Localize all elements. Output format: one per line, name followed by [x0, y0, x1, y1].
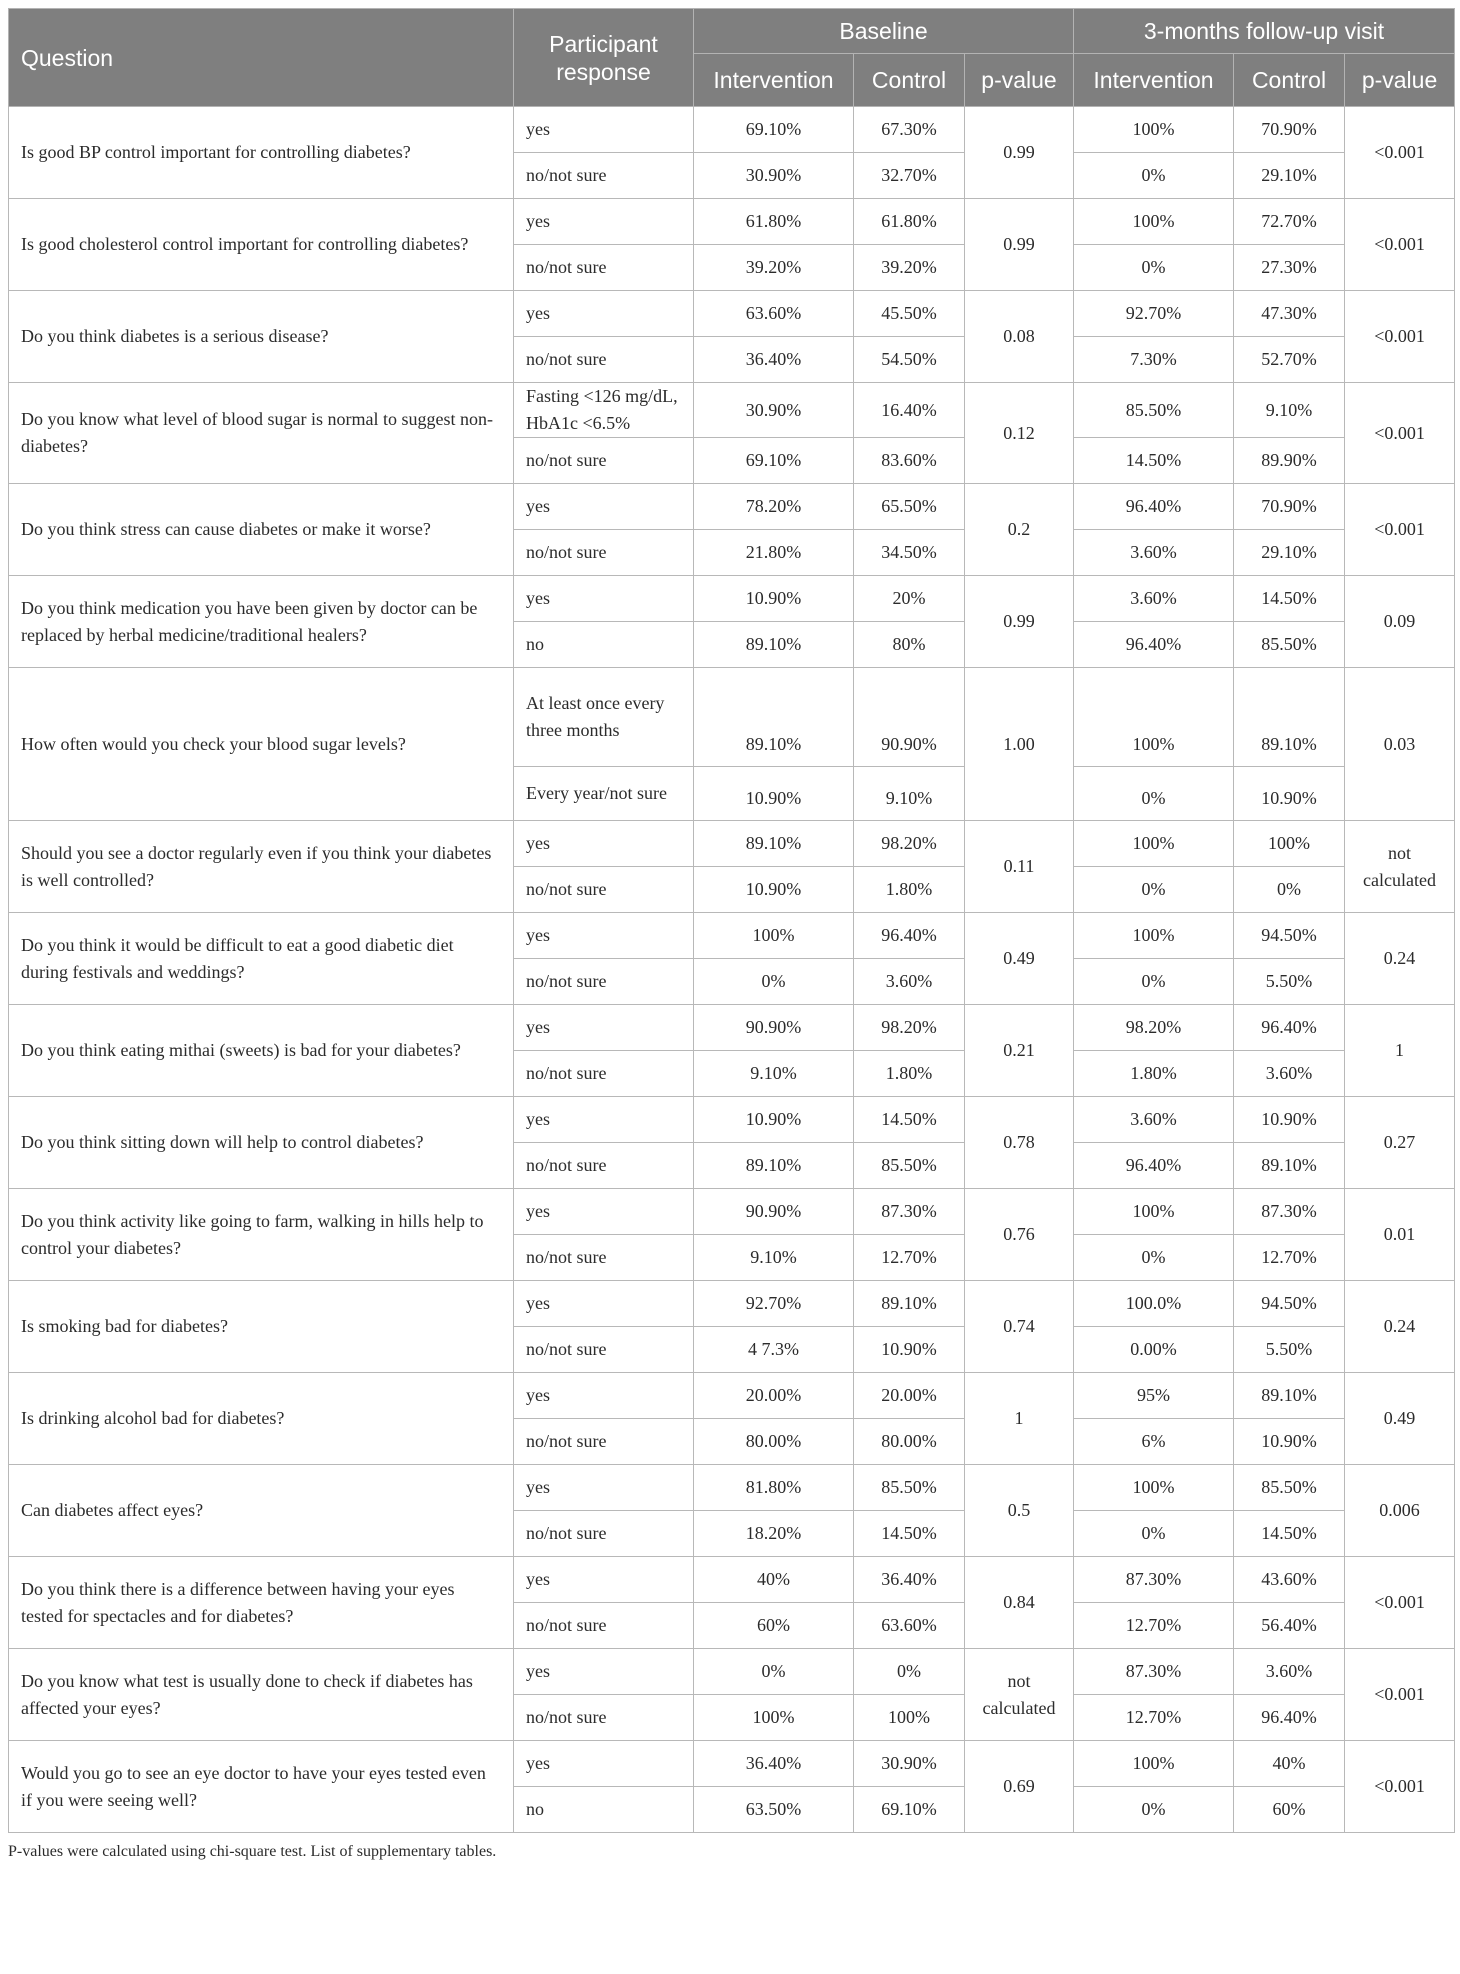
baseline-control-cell: 83.60% [854, 438, 965, 484]
followup-pvalue-cell: 0.006 [1345, 1465, 1455, 1557]
baseline-intervention-cell: 80.00% [694, 1419, 854, 1465]
response-cell: no [514, 622, 694, 668]
question-cell: Do you think eating mithai (sweets) is bad for your diabetes? [9, 1005, 514, 1097]
table-row [9, 383, 1455, 438]
followup-intervention-cell: 100% [1074, 1741, 1234, 1787]
followup-control-cell: 47.30% [1234, 291, 1345, 337]
followup-intervention-cell: 0% [1074, 767, 1234, 821]
baseline-control-cell: 85.50% [854, 1465, 965, 1511]
table-row [9, 107, 1455, 153]
baseline-pvalue-cell: 0.74 [965, 1281, 1074, 1373]
baseline-pvalue-cell: 0.11 [965, 821, 1074, 913]
followup-intervention-cell: 98.20% [1074, 1005, 1234, 1051]
baseline-pvalue-cell: 0.21 [965, 1005, 1074, 1097]
baseline-intervention-cell: 36.40% [694, 1741, 854, 1787]
response-cell: yes [514, 199, 694, 245]
response-cell: no/not sure [514, 1051, 694, 1097]
baseline-control-cell: 10.90% [854, 1327, 965, 1373]
baseline-control-cell: 69.10% [854, 1787, 965, 1833]
question-cell: Do you think there is a difference between having your eyes tested for spectacles and for diabetes? [9, 1557, 514, 1649]
followup-intervention-cell: 92.70% [1074, 291, 1234, 337]
baseline-intervention-cell: 92.70% [694, 1281, 854, 1327]
table-row [9, 913, 1455, 959]
response-cell: no [514, 1787, 694, 1833]
response-cell: no/not sure [514, 1327, 694, 1373]
baseline-intervention-cell: 90.90% [694, 1189, 854, 1235]
response-cell: no/not sure [514, 1143, 694, 1189]
baseline-control-cell: 34.50% [854, 530, 965, 576]
followup-control-cell: 14.50% [1234, 576, 1345, 622]
followup-intervention-cell: 0% [1074, 245, 1234, 291]
followup-control-cell: 3.60% [1234, 1051, 1345, 1097]
question-cell: Do you know what test is usually done to check if diabetes has affected your eyes? [9, 1649, 514, 1741]
question-cell: Do you think stress can cause diabetes or make it worse? [9, 484, 514, 576]
followup-intervention-cell: 87.30% [1074, 1649, 1234, 1695]
header-followup-intervention: Intervention [1074, 54, 1234, 107]
baseline-control-cell: 80% [854, 622, 965, 668]
baseline-intervention-cell: 0% [694, 1649, 854, 1695]
table-row [9, 199, 1455, 245]
followup-pvalue-cell: 0.01 [1345, 1189, 1455, 1281]
followup-intervention-cell: 0.00% [1074, 1327, 1234, 1373]
baseline-pvalue-cell: not calculated [965, 1649, 1074, 1741]
followup-control-cell: 29.10% [1234, 530, 1345, 576]
followup-intervention-cell: 87.30% [1074, 1557, 1234, 1603]
baseline-intervention-cell: 90.90% [694, 1005, 854, 1051]
response-cell: no/not sure [514, 867, 694, 913]
question-cell: Is smoking bad for diabetes? [9, 1281, 514, 1373]
baseline-intervention-cell: 60% [694, 1603, 854, 1649]
baseline-intervention-cell: 100% [694, 1695, 854, 1741]
followup-intervention-cell: 100% [1074, 668, 1234, 767]
followup-control-cell: 94.50% [1234, 913, 1345, 959]
baseline-intervention-cell: 20.00% [694, 1373, 854, 1419]
header-response: Participant response [514, 9, 694, 107]
followup-control-cell: 3.60% [1234, 1649, 1345, 1695]
followup-intervention-cell: 100% [1074, 1189, 1234, 1235]
response-cell: no/not sure [514, 245, 694, 291]
baseline-intervention-cell: 30.90% [694, 383, 854, 438]
baseline-control-cell: 14.50% [854, 1511, 965, 1557]
followup-control-cell: 100% [1234, 821, 1345, 867]
followup-control-cell: 10.90% [1234, 1097, 1345, 1143]
baseline-control-cell: 85.50% [854, 1143, 965, 1189]
baseline-control-cell: 20.00% [854, 1373, 965, 1419]
followup-intervention-cell: 95% [1074, 1373, 1234, 1419]
baseline-pvalue-cell: 0.69 [965, 1741, 1074, 1833]
response-cell: yes [514, 1281, 694, 1327]
table-row [9, 821, 1455, 867]
baseline-intervention-cell: 89.10% [694, 668, 854, 767]
followup-intervention-cell: 6% [1074, 1419, 1234, 1465]
baseline-intervention-cell: 10.90% [694, 867, 854, 913]
baseline-control-cell: 98.20% [854, 1005, 965, 1051]
baseline-control-cell: 63.60% [854, 1603, 965, 1649]
baseline-intervention-cell: 30.90% [694, 153, 854, 199]
followup-control-cell: 10.90% [1234, 1419, 1345, 1465]
followup-control-cell: 96.40% [1234, 1005, 1345, 1051]
response-cell: yes [514, 576, 694, 622]
response-cell: no/not sure [514, 438, 694, 484]
followup-control-cell: 89.10% [1234, 1373, 1345, 1419]
followup-intervention-cell: 0% [1074, 867, 1234, 913]
baseline-control-cell: 87.30% [854, 1189, 965, 1235]
question-cell: How often would you check your blood sugar levels? [9, 668, 514, 821]
baseline-intervention-cell: 100% [694, 913, 854, 959]
followup-intervention-cell: 0% [1074, 153, 1234, 199]
baseline-pvalue-cell: 0.49 [965, 913, 1074, 1005]
followup-control-cell: 29.10% [1234, 153, 1345, 199]
baseline-control-cell: 98.20% [854, 821, 965, 867]
baseline-control-cell: 30.90% [854, 1741, 965, 1787]
followup-control-cell: 87.30% [1234, 1189, 1345, 1235]
response-cell: no/not sure [514, 530, 694, 576]
followup-intervention-cell: 3.60% [1074, 576, 1234, 622]
baseline-intervention-cell: 18.20% [694, 1511, 854, 1557]
followup-intervention-cell: 3.60% [1074, 530, 1234, 576]
baseline-control-cell: 39.20% [854, 245, 965, 291]
followup-pvalue-cell: <0.001 [1345, 107, 1455, 199]
baseline-pvalue-cell: 0.2 [965, 484, 1074, 576]
followup-control-cell: 85.50% [1234, 1465, 1345, 1511]
baseline-pvalue-cell: 1 [965, 1373, 1074, 1465]
followup-control-cell: 60% [1234, 1787, 1345, 1833]
followup-pvalue-cell: <0.001 [1345, 1557, 1455, 1649]
followup-intervention-cell: 96.40% [1074, 1143, 1234, 1189]
baseline-control-cell: 90.90% [854, 668, 965, 767]
baseline-pvalue-cell: 0.99 [965, 576, 1074, 668]
table-row [9, 668, 1455, 767]
followup-intervention-cell: 100.0% [1074, 1281, 1234, 1327]
response-cell: no/not sure [514, 1603, 694, 1649]
followup-intervention-cell: 100% [1074, 199, 1234, 245]
knowledge-table [8, 8, 1455, 1833]
question-cell: Can diabetes affect eyes? [9, 1465, 514, 1557]
response-cell: yes [514, 1373, 694, 1419]
followup-intervention-cell: 96.40% [1074, 622, 1234, 668]
question-cell: Do you think it would be difficult to eat a good diabetic diet during festivals and weddings? [9, 913, 514, 1005]
table-row [9, 1097, 1455, 1143]
baseline-intervention-cell: 10.90% [694, 576, 854, 622]
response-cell: Fasting <126 mg/dL, HbA1c <6.5% [514, 383, 694, 438]
baseline-control-cell: 89.10% [854, 1281, 965, 1327]
header-baseline: Baseline [694, 9, 1074, 54]
question-cell: Is drinking alcohol bad for diabetes? [9, 1373, 514, 1465]
followup-control-cell: 12.70% [1234, 1235, 1345, 1281]
followup-control-cell: 9.10% [1234, 383, 1345, 438]
table-row [9, 1649, 1455, 1695]
followup-control-cell: 89.10% [1234, 1143, 1345, 1189]
followup-pvalue-cell: <0.001 [1345, 199, 1455, 291]
baseline-intervention-cell: 69.10% [694, 438, 854, 484]
followup-control-cell: 5.50% [1234, 959, 1345, 1005]
baseline-control-cell: 20% [854, 576, 965, 622]
baseline-intervention-cell: 0% [694, 959, 854, 1005]
baseline-pvalue-cell: 0.08 [965, 291, 1074, 383]
table-row [9, 1465, 1455, 1511]
baseline-intervention-cell: 36.40% [694, 337, 854, 383]
baseline-intervention-cell: 40% [694, 1557, 854, 1603]
followup-control-cell: 70.90% [1234, 107, 1345, 153]
baseline-control-cell: 61.80% [854, 199, 965, 245]
followup-intervention-cell: 14.50% [1074, 438, 1234, 484]
question-cell: Would you go to see an eye doctor to have your eyes tested even if you were seeing well? [9, 1741, 514, 1833]
followup-pvalue-cell: 0.24 [1345, 1281, 1455, 1373]
baseline-intervention-cell: 61.80% [694, 199, 854, 245]
baseline-intervention-cell: 10.90% [694, 767, 854, 821]
followup-intervention-cell: 96.40% [1074, 484, 1234, 530]
followup-control-cell: 52.70% [1234, 337, 1345, 383]
response-cell: no/not sure [514, 337, 694, 383]
followup-control-cell: 89.10% [1234, 668, 1345, 767]
baseline-intervention-cell: 89.10% [694, 622, 854, 668]
followup-intervention-cell: 7.30% [1074, 337, 1234, 383]
baseline-control-cell: 0% [854, 1649, 965, 1695]
baseline-pvalue-cell: 0.12 [965, 383, 1074, 484]
response-cell: no/not sure [514, 959, 694, 1005]
response-cell: yes [514, 821, 694, 867]
baseline-intervention-cell: 89.10% [694, 821, 854, 867]
response-cell: yes [514, 484, 694, 530]
followup-control-cell: 72.70% [1234, 199, 1345, 245]
followup-control-cell: 96.40% [1234, 1695, 1345, 1741]
response-cell: yes [514, 1097, 694, 1143]
followup-intervention-cell: 0% [1074, 1511, 1234, 1557]
followup-intervention-cell: 100% [1074, 1465, 1234, 1511]
table-row [9, 576, 1455, 622]
header-baseline-control: Control [854, 54, 965, 107]
followup-control-cell: 56.40% [1234, 1603, 1345, 1649]
followup-intervention-cell: 100% [1074, 821, 1234, 867]
table-row [9, 1189, 1455, 1235]
response-cell: Every year/not sure [514, 767, 694, 821]
baseline-intervention-cell: 9.10% [694, 1051, 854, 1097]
baseline-control-cell: 1.80% [854, 867, 965, 913]
baseline-control-cell: 32.70% [854, 153, 965, 199]
table-body [9, 107, 1455, 1833]
baseline-control-cell: 67.30% [854, 107, 965, 153]
followup-control-cell: 5.50% [1234, 1327, 1345, 1373]
followup-pvalue-cell: <0.001 [1345, 291, 1455, 383]
followup-control-cell: 43.60% [1234, 1557, 1345, 1603]
followup-intervention-cell: 100% [1074, 107, 1234, 153]
followup-pvalue-cell: <0.001 [1345, 484, 1455, 576]
baseline-intervention-cell: 39.20% [694, 245, 854, 291]
baseline-pvalue-cell: 1.00 [965, 668, 1074, 821]
response-cell: yes [514, 1649, 694, 1695]
question-cell: Do you think activity like going to farm, walking in hills help to control your diabetes? [9, 1189, 514, 1281]
table-row [9, 484, 1455, 530]
response-cell: yes [514, 913, 694, 959]
question-cell: Do you know what level of blood sugar is normal to suggest non-diabetes? [9, 383, 514, 484]
baseline-pvalue-cell: 0.99 [965, 107, 1074, 199]
header-followup: 3-months follow-up visit [1074, 9, 1455, 54]
baseline-pvalue-cell: 0.99 [965, 199, 1074, 291]
question-cell: Is good cholesterol control important for controlling diabetes? [9, 199, 514, 291]
followup-pvalue-cell: <0.001 [1345, 1649, 1455, 1741]
response-cell: yes [514, 1741, 694, 1787]
header-followup-control: Control [1234, 54, 1345, 107]
response-cell: no/not sure [514, 1511, 694, 1557]
followup-intervention-cell: 0% [1074, 959, 1234, 1005]
response-cell: no/not sure [514, 153, 694, 199]
followup-pvalue-cell: <0.001 [1345, 383, 1455, 484]
followup-intervention-cell: 3.60% [1074, 1097, 1234, 1143]
followup-control-cell: 27.30% [1234, 245, 1345, 291]
followup-control-cell: 89.90% [1234, 438, 1345, 484]
followup-intervention-cell: 85.50% [1074, 383, 1234, 438]
table-container [8, 8, 1454, 1861]
table-row [9, 1281, 1455, 1327]
baseline-pvalue-cell: 0.84 [965, 1557, 1074, 1649]
followup-pvalue-cell: 0.09 [1345, 576, 1455, 668]
response-cell: no/not sure [514, 1235, 694, 1281]
baseline-intervention-cell: 78.20% [694, 484, 854, 530]
header-baseline-intervention: Intervention [694, 54, 854, 107]
baseline-control-cell: 96.40% [854, 913, 965, 959]
baseline-intervention-cell: 21.80% [694, 530, 854, 576]
followup-intervention-cell: 12.70% [1074, 1695, 1234, 1741]
question-cell: Should you see a doctor regularly even if you think your diabetes is well controlled? [9, 821, 514, 913]
table-row [9, 1557, 1455, 1603]
baseline-control-cell: 1.80% [854, 1051, 965, 1097]
baseline-control-cell: 65.50% [854, 484, 965, 530]
followup-control-cell: 70.90% [1234, 484, 1345, 530]
followup-pvalue-cell: <0.001 [1345, 1741, 1455, 1833]
baseline-control-cell: 12.70% [854, 1235, 965, 1281]
followup-intervention-cell: 0% [1074, 1787, 1234, 1833]
followup-control-cell: 0% [1234, 867, 1345, 913]
followup-control-cell: 85.50% [1234, 622, 1345, 668]
followup-pvalue-cell: 1 [1345, 1005, 1455, 1097]
question-cell: Is good BP control important for controlling diabetes? [9, 107, 514, 199]
table-header [9, 9, 1455, 107]
followup-pvalue-cell: 0.49 [1345, 1373, 1455, 1465]
followup-intervention-cell: 0% [1074, 1235, 1234, 1281]
response-cell: yes [514, 1557, 694, 1603]
response-cell: yes [514, 1189, 694, 1235]
baseline-control-cell: 9.10% [854, 767, 965, 821]
followup-control-cell: 94.50% [1234, 1281, 1345, 1327]
baseline-control-cell: 36.40% [854, 1557, 965, 1603]
table-footnote: P-values were calculated using chi-square test. List of supplementary tables. [8, 1843, 497, 1860]
followup-intervention-cell: 100% [1074, 913, 1234, 959]
followup-control-cell: 40% [1234, 1741, 1345, 1787]
response-cell: yes [514, 107, 694, 153]
followup-pvalue-cell: 0.27 [1345, 1097, 1455, 1189]
response-cell: no/not sure [514, 1695, 694, 1741]
baseline-intervention-cell: 81.80% [694, 1465, 854, 1511]
baseline-control-cell: 14.50% [854, 1097, 965, 1143]
header-baseline-pvalue: p-value [965, 54, 1074, 107]
question-cell: Do you think sitting down will help to control diabetes? [9, 1097, 514, 1189]
baseline-intervention-cell: 9.10% [694, 1235, 854, 1281]
baseline-intervention-cell: 89.10% [694, 1143, 854, 1189]
header-question: Question [9, 9, 514, 107]
baseline-intervention-cell: 63.60% [694, 291, 854, 337]
baseline-control-cell: 16.40% [854, 383, 965, 438]
baseline-intervention-cell: 10.90% [694, 1097, 854, 1143]
baseline-intervention-cell: 69.10% [694, 107, 854, 153]
response-cell: At least once every three months [514, 668, 694, 767]
baseline-control-cell: 45.50% [854, 291, 965, 337]
response-cell: yes [514, 291, 694, 337]
followup-pvalue-cell: 0.24 [1345, 913, 1455, 1005]
response-cell: no/not sure [514, 1419, 694, 1465]
table-row [9, 1741, 1455, 1787]
baseline-pvalue-cell: 0.76 [965, 1189, 1074, 1281]
baseline-pvalue-cell: 0.5 [965, 1465, 1074, 1557]
baseline-control-cell: 100% [854, 1695, 965, 1741]
header-followup-pvalue: p-value [1345, 54, 1455, 107]
baseline-control-cell: 3.60% [854, 959, 965, 1005]
response-cell: yes [514, 1005, 694, 1051]
table-row [9, 291, 1455, 337]
question-cell: Do you think diabetes is a serious disease? [9, 291, 514, 383]
baseline-pvalue-cell: 0.78 [965, 1097, 1074, 1189]
followup-pvalue-cell: not calculated [1345, 821, 1455, 913]
table-row [9, 1005, 1455, 1051]
table-row [9, 1373, 1455, 1419]
baseline-intervention-cell: 63.50% [694, 1787, 854, 1833]
followup-control-cell: 10.90% [1234, 767, 1345, 821]
followup-control-cell: 14.50% [1234, 1511, 1345, 1557]
question-cell: Do you think medication you have been given by doctor can be replaced by herbal medicine/traditional healers? [9, 576, 514, 668]
baseline-control-cell: 54.50% [854, 337, 965, 383]
followup-intervention-cell: 1.80% [1074, 1051, 1234, 1097]
followup-pvalue-cell: 0.03 [1345, 668, 1455, 821]
baseline-intervention-cell: 4 7.3% [694, 1327, 854, 1373]
followup-intervention-cell: 12.70% [1074, 1603, 1234, 1649]
baseline-control-cell: 80.00% [854, 1419, 965, 1465]
response-cell: yes [514, 1465, 694, 1511]
